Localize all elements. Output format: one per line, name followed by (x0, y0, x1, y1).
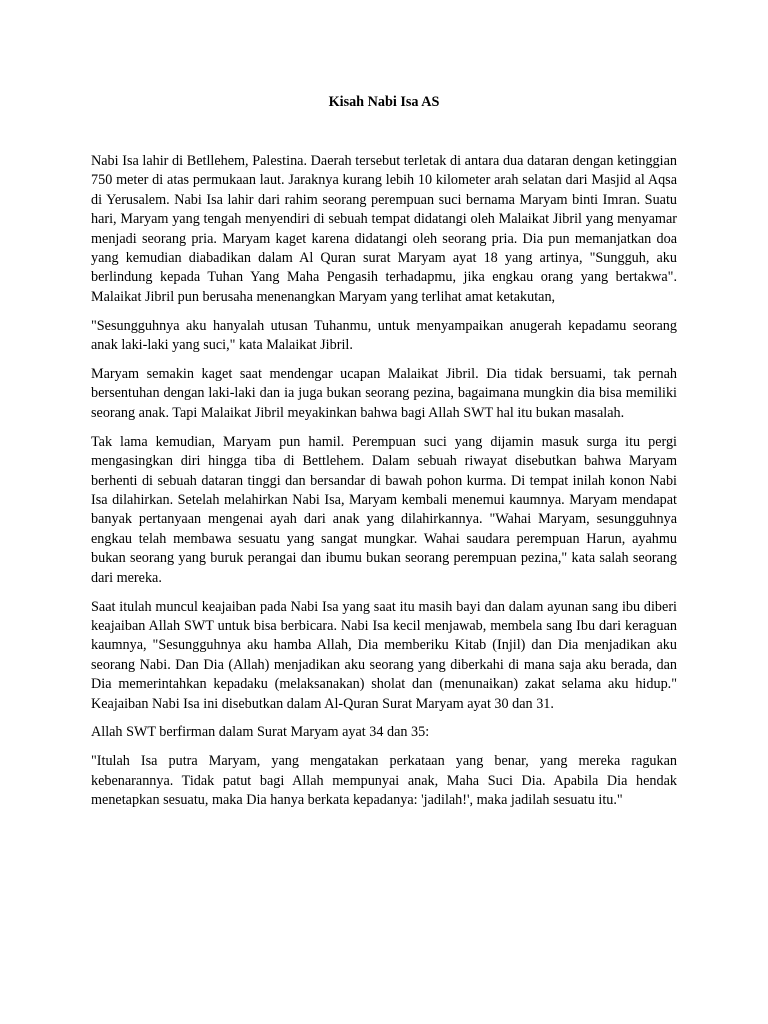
paragraph-2: "Sesungguhnya aku hanyalah utusan Tuhanmu, untuk menyampaikan anugerah kepadamu seorang anak laki-laki yang suci," kata Malaikat Jibril. (91, 317, 677, 354)
paragraph-4: Tak lama kemudian, Maryam pun hamil. Perempuan suci yang dijamin masuk surga itu pergi mengasingkan diri hingga tiba di Bettlehem. Dalam sebuah riwayat disebutkan bahwa Maryam berhenti di sebuah dataran tinggi dan bersandar di bawah pohon kurma. Di tempat inilah konon Nabi Isa dilahirkan. Setelah melahirkan Nabi Isa, Maryam kembali menemui kaumnya. Maryam mendapat banyak pertanyaan mengenai ayah dari anak yang dilahirkannya. "Wahai Maryam, sesungguhnya engkau telah membawa sesuatu yang sangat mungkar. Wahai saudara perempuan Harun, ayahmu bukan seorang yang buruk perangai dan ibumu bukan seorang perempuan pezina," kata salah seorang dari mereka. (91, 433, 677, 586)
paragraph-7: "Itulah Isa putra Maryam, yang mengatakan perkataan yang benar, yang mereka ragukan kebenarannya. Tidak patut bagi Allah mempunyai anak, Maha Suci Dia. Apabila Dia hendak menetapkan sesuatu, maka Dia hanya berkata kepadanya: 'jadilah!', maka jadilah sesuatu itu." (91, 753, 677, 809)
document-title: Kisah Nabi Isa AS (328, 94, 440, 110)
paragraph-3: Maryam semakin kaget saat mendengar ucapan Malaikat Jibril. Dia tidak bersuami, tak pernah bersentuhan dengan laki-laki dan ia juga bukan seorang pezina, bagaimana mungkin dia bisa memiliki seorang anak. Tapi Malaikat Jibril meyakinkan bahwa bagi Allah SWT hal itu bukan masalah. (91, 366, 677, 421)
paragraph-6: Allah SWT berfirman dalam Surat Maryam ayat 34 dan 35: (91, 724, 430, 741)
paragraph-1: Nabi Isa lahir di Betllehem, Palestina. Daerah tersebut terletak di antara dua dataran dengan ketinggian 750 meter di atas permukaan laut. Jaraknya kurang lebih 10 kilometer arah selatan dari Masjid al Aqsa di Yerusalem. Nabi Isa lahir dari rahim seorang perempuan suci bernama Maryam binti Imran. Suatu hari, Maryam yang tengah menyendiri di sebuah tempat didatangi oleh Malaikat Jibril yang menyamar menjadi seorang pria. Maryam kaget karena didatangi oleh seorang pria. Dia pun memanjatkan doa yang kemudian diabadikan dalam Al Quran surat Maryam ayat 18 yang artinya, "Sungguh, aku berlindung kepada Tuhan Yang Maha Pengasih terhadapmu, jika engkau orang yang bertakwa". Malaikat Jibril pun berusaha menenangkan Maryam yang terlihat amat ketakutan, (91, 153, 677, 305)
paragraph-5: Saat itulah muncul keajaiban pada Nabi Isa yang saat itu masih bayi dan dalam ayunan sang ibu diberi keajaiban Allah SWT untuk bisa berbicara. Nabi Isa kecil menjawab, membela sang Ibu dari keraguan kaumnya, "Sesungguhnya aku hamba Allah, Dia memberiku Kitab (Injil) dan Dia menjadikan aku seorang Nabi. Dan Dia (Allah) menjadikan aku seorang yang diberkahi di mana saja aku berada, dan Dia memerintahkan kepadaku (melaksanakan) sholat dan (menunaikan) zakat selama aku hidup." Keajaiban Nabi Isa ini disebutkan dalam Al-Quran Surat Maryam ayat 30 dan 31. (91, 598, 677, 712)
document-body (91, 152, 677, 820)
